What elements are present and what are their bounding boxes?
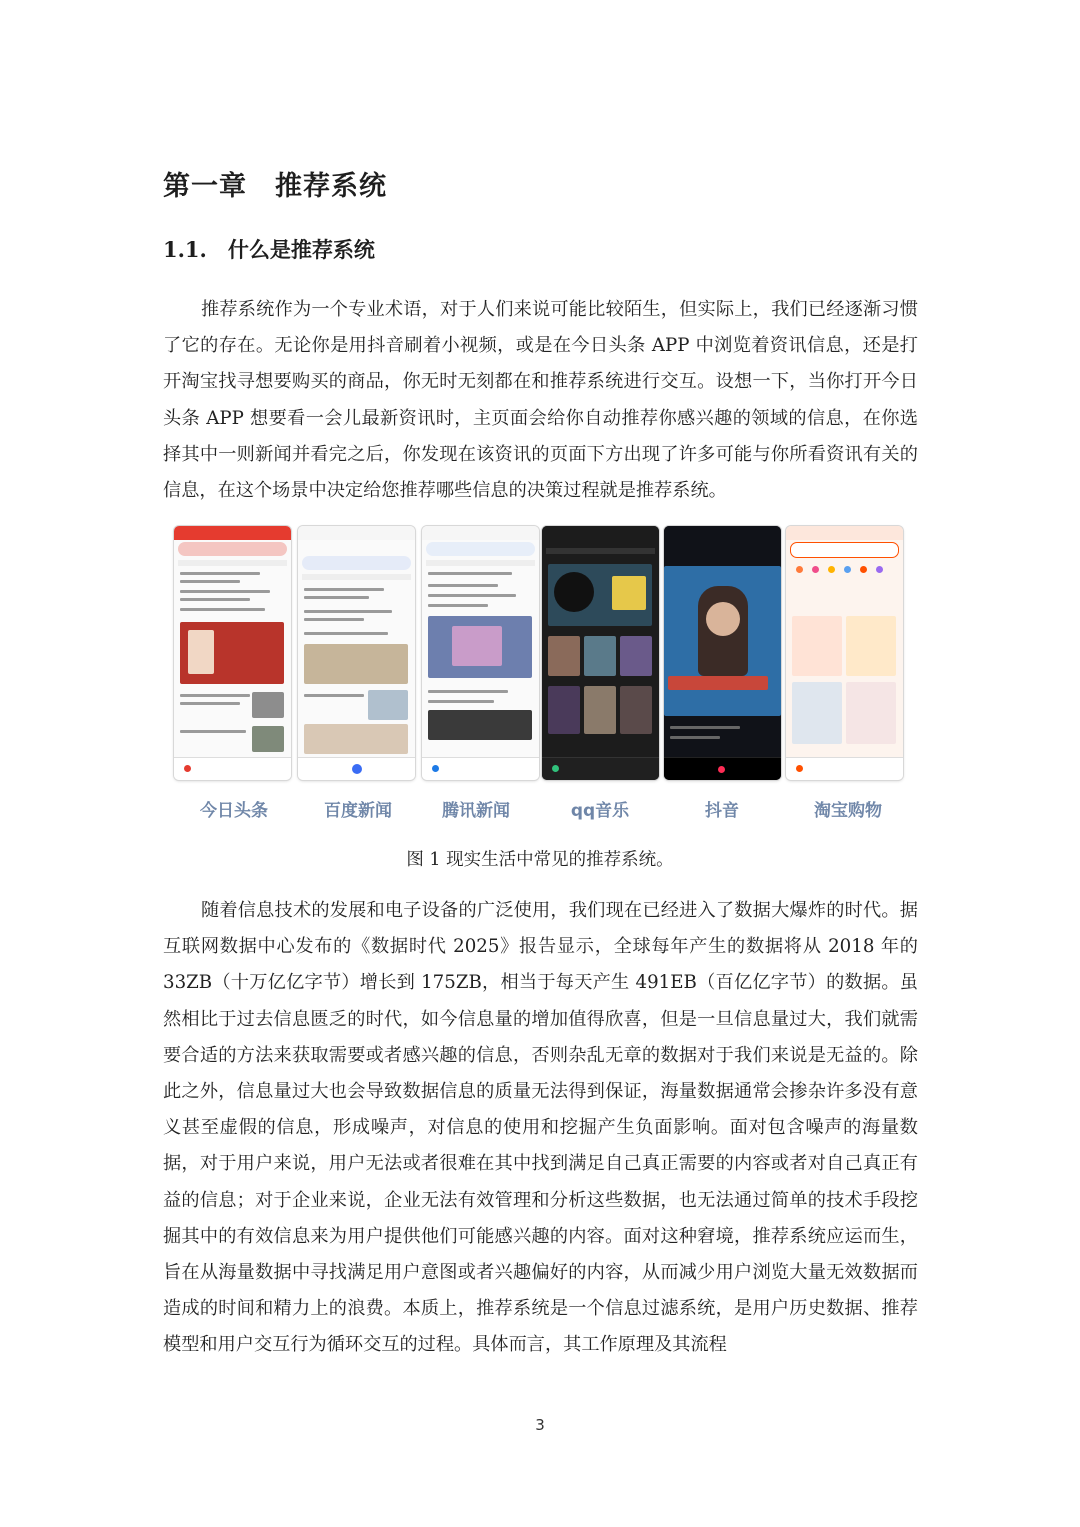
phone-screenshot-tencent bbox=[422, 526, 539, 780]
chapter-title: 第一章 推荐系统 bbox=[163, 171, 387, 202]
app-label-taobao: 淘宝购物 bbox=[814, 801, 882, 821]
app-label-baidu: 百度新闻 bbox=[324, 801, 392, 821]
phone-screenshot-qqmusic bbox=[542, 526, 659, 780]
phone-screenshot-toutiao bbox=[174, 526, 291, 780]
figure-caption: 图 1 现实生活中常见的推荐系统。 bbox=[406, 850, 674, 870]
app-label-qqmusic: qq音乐 bbox=[570, 801, 630, 821]
section-title: 1.1. 什么是推荐系统 bbox=[163, 237, 375, 262]
app-label-douyin: 抖音 bbox=[705, 801, 739, 821]
phone-screenshot-baidu bbox=[298, 526, 415, 780]
app-labels-row bbox=[163, 796, 923, 826]
page-number: 3 bbox=[535, 1416, 545, 1434]
app-label-toutiao: 今日头条 bbox=[200, 801, 268, 821]
app-label-tencent: 腾讯新闻 bbox=[442, 801, 510, 821]
body-paragraph-1: 推荐系统作为一个专业术语，对于人们来说可能比较陌生，但实际上，我们已经逐渐习惯了它的存在。无论你是用抖音刷着小视频，或是在今日头条 APP 中浏览着资讯信息，还是打开淘宝找寻想要购买的商品，你无时无刻都在和推荐系统进行交互。设想一下，当你打开今日头条 APP 想要看一会儿最新资讯时，主页面会给你自动推荐你感兴趣的领域的信息，在你选择其中一则新闻并看完之后，你发现在该资讯的页面下方出现了许多可能与你所看资讯有关的信息，在这个场景中决定给您推荐哪些信息的决策过程就是推荐系统。 bbox=[163, 299, 918, 502]
body-paragraph-2: 随着信息技术的发展和电子设备的广泛使用，我们现在已经进入了数据大爆炸的时代。据互联网数据中心发布的《数据时代 2025》报告显示，全球每年产生的数据将从 2018 年的 33ZB（十万亿亿字节）增长到 175ZB，相当于每天产生 491EB（百亿亿字节）的数据。虽然相比于过去信息匮乏的时代，如今信息量的增加值得欣喜，但是一旦信息量过大，我们就需要合适的方法来获取需要或者感兴趣的信息，否则杂乱无章的数据对于我们来说是无益的。除此之外，信息量过大也会导致数据信息的质量无法得到保证，海量数据通常会掺杂许多没有意义甚至虚假的信息，形成噪声，对信息的使用和挖掘产生负面影响。面对包含噪声的海量数据，对于用户来说，用户无法或者很难在其中找到满足自己真正需要的内容或者对自己真正有益的信息；对于企业来说，企业无法有效管理和分析这些数据，也无法通过简单的技术手段挖掘其中的有效信息来为用户提供他们可能感兴趣的内容。面对这种窘境，推荐系统应运而生，旨在从海量数据中寻找满足用户意图或者兴趣偏好的内容，从而减少用户浏览大量无效数据而造成的时间和精力上的浪费。本质上，推荐系统是一个信息过滤系统，是用户历史数据、推荐模型和用户交互行为循环交互的过程。具体而言，其工作原理及其流程 bbox=[163, 900, 918, 1356]
app-screenshots-figure bbox=[170, 526, 908, 780]
phone-screenshot-taobao bbox=[786, 526, 903, 780]
phone-screenshot-douyin bbox=[664, 526, 781, 780]
